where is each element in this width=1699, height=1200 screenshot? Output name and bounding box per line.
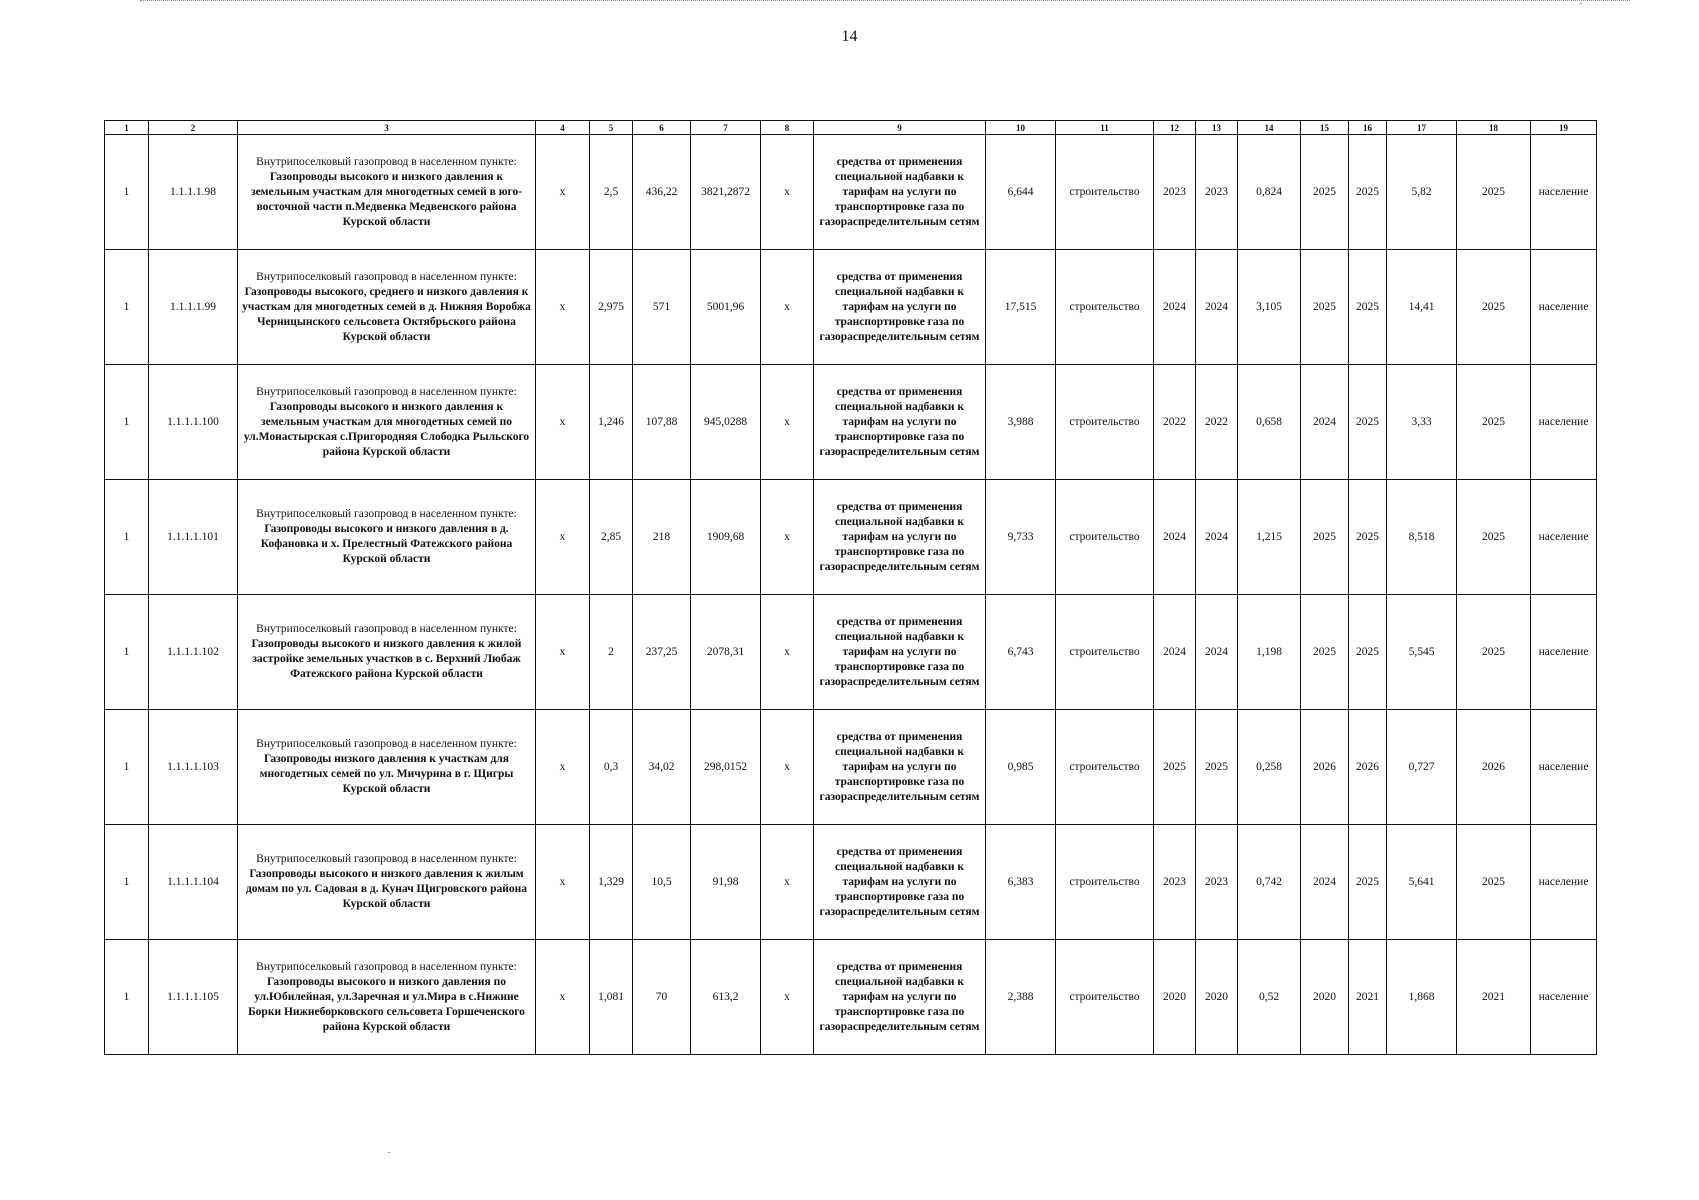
cell-col-8: x <box>761 365 814 480</box>
cell-col-19: население <box>1531 250 1597 365</box>
object-name: Газопроводы высокого и низкого давления в д. Кофановка и х. Прелестный Фатежского района Курской области <box>260 523 513 565</box>
object-type-label: Внутрипоселковый газопровод в населенном пункте: <box>256 155 517 168</box>
cell-col-5: 2 <box>590 595 633 710</box>
cell-col-2: 1.1.1.1.100 <box>149 365 238 480</box>
cell-col-16: 2025 <box>1349 480 1387 595</box>
cell-col-7: 91,98 <box>691 825 761 940</box>
cell-col-2: 1.1.1.1.102 <box>149 595 238 710</box>
cell-object-description <box>238 480 536 595</box>
table-row <box>105 825 1597 940</box>
cell-col-18: 2026 <box>1457 710 1531 825</box>
cell-col-9: средства от применения специальной надбавки к тарифам на услуги по транспортировке газа по газораспределительным сетям <box>814 480 986 595</box>
table-row <box>105 940 1597 1055</box>
cell-col-18: 2025 <box>1457 825 1531 940</box>
cell-col-6: 436,22 <box>633 135 691 250</box>
cell-col-14: 1,198 <box>1238 595 1301 710</box>
cell-col-15: 2020 <box>1301 940 1349 1055</box>
cell-col-17: 3,33 <box>1387 365 1457 480</box>
cell-col-10: 0,985 <box>986 710 1056 825</box>
cell-col-11: строительство <box>1056 365 1154 480</box>
cell-col-17: 5,545 <box>1387 595 1457 710</box>
cell-col-9: средства от применения специальной надбавки к тарифам на услуги по транспортировке газа по газораспределительным сетям <box>814 595 986 710</box>
object-name: Газопроводы высокого и низкого давления к жилым домам по ул. Садовая в д. Кунач Щигровского района Курской области <box>245 868 528 910</box>
cell-col-17: 1,868 <box>1387 940 1457 1055</box>
table-row <box>105 135 1597 250</box>
cell-col-2: 1.1.1.1.104 <box>149 825 238 940</box>
column-header-5: 5 <box>590 121 633 135</box>
cell-col-7: 5001,96 <box>691 250 761 365</box>
object-type-label: Внутрипоселковый газопровод в населенном пункте: <box>256 853 517 865</box>
column-header-9: 9 <box>814 121 986 135</box>
cell-col-17: 5,641 <box>1387 825 1457 940</box>
cell-col-15: 2024 <box>1301 825 1349 940</box>
cell-col-14: 1,215 <box>1238 480 1301 595</box>
cell-col-6: 218 <box>633 480 691 595</box>
cell-col-16: 2025 <box>1349 250 1387 365</box>
cell-col-5: 0,3 <box>590 710 633 825</box>
column-header-2: 2 <box>149 121 238 135</box>
cell-col-18: 2025 <box>1457 135 1531 250</box>
cell-col-16: 2025 <box>1349 825 1387 940</box>
cell-col-12: 2024 <box>1154 250 1196 365</box>
cell-col-16: 2025 <box>1349 365 1387 480</box>
cell-col-11: строительство <box>1056 480 1154 595</box>
cell-col-9: средства от применения специальной надбавки к тарифам на услуги по транспортировке газа по газораспределительным сетям <box>814 250 986 365</box>
cell-col-4: x <box>536 595 590 710</box>
cell-object-description <box>238 825 536 940</box>
cell-col-13: 2025 <box>1196 710 1238 825</box>
cell-col-4: x <box>536 710 590 825</box>
cell-col-2: 1.1.1.1.103 <box>149 710 238 825</box>
table-row <box>105 250 1597 365</box>
cell-col-6: 571 <box>633 250 691 365</box>
cell-col-9: средства от применения специальной надбавки к тарифам на услуги по транспортировке газа по газораспределительным сетям <box>814 940 986 1055</box>
column-header-15: 15 <box>1301 121 1349 135</box>
cell-col-7: 3821,2872 <box>691 135 761 250</box>
page-number: 14 <box>841 28 858 45</box>
cell-object-description <box>238 365 536 480</box>
cell-col-5: 2,975 <box>590 250 633 365</box>
cell-col-4: x <box>536 135 590 250</box>
object-type-label: Внутрипоселковый газопровод в населенном пункте: <box>256 508 517 520</box>
object-name: Газопроводы высокого и низкого давления к земельным участкам для многодетных семей в юго-восточной части п.Медвенка Медвенского района Курской области <box>250 170 523 228</box>
scan-speck <box>388 1152 390 1153</box>
cell-col-6: 70 <box>633 940 691 1055</box>
cell-col-10: 2,388 <box>986 940 1056 1055</box>
column-header-14: 14 <box>1238 121 1301 135</box>
object-name: Газопроводы высокого и низкого давления к земельным участкам для многодетных семей по ул.Монастырская с.Пригородняя Слободка Рыльского района Курской области <box>243 400 530 458</box>
column-header-13: 13 <box>1196 121 1238 135</box>
cell-col-1: 1 <box>105 250 149 365</box>
cell-col-6: 237,25 <box>633 595 691 710</box>
cell-col-1: 1 <box>105 365 149 480</box>
cell-col-12: 2020 <box>1154 940 1196 1055</box>
cell-col-9: средства от применения специальной надбавки к тарифам на услуги по транспортировке газа по газораспределительным сетям <box>814 135 986 250</box>
table-row <box>105 480 1597 595</box>
cell-col-17: 8,518 <box>1387 480 1457 595</box>
cell-col-5: 1,246 <box>590 365 633 480</box>
cell-col-18: 2025 <box>1457 365 1531 480</box>
cell-col-11: строительство <box>1056 940 1154 1055</box>
table-row <box>105 710 1597 825</box>
cell-col-15: 2025 <box>1301 250 1349 365</box>
cell-col-4: x <box>536 480 590 595</box>
cell-col-14: 3,105 <box>1238 250 1301 365</box>
cell-col-10: 6,743 <box>986 595 1056 710</box>
cell-col-12: 2024 <box>1154 595 1196 710</box>
cell-col-19: население <box>1531 595 1597 710</box>
cell-col-4: x <box>536 365 590 480</box>
cell-col-1: 1 <box>105 595 149 710</box>
cell-col-14: 0,824 <box>1238 135 1301 250</box>
cell-col-2: 1.1.1.1.98 <box>149 135 238 250</box>
cell-col-16: 2021 <box>1349 940 1387 1055</box>
cell-col-10: 9,733 <box>986 480 1056 595</box>
object-name: Газопроводы высокого, среднего и низкого давления к участкам для многодетных семей в д. Нижняя Воробжа Черницынского сельсовета Октябрьского района Курской области <box>242 285 531 343</box>
column-header-8: 8 <box>761 121 814 135</box>
cell-col-5: 1,329 <box>590 825 633 940</box>
cell-col-1: 1 <box>105 710 149 825</box>
scan-speck <box>1580 3 1582 4</box>
cell-col-2: 1.1.1.1.99 <box>149 250 238 365</box>
cell-object-description <box>238 250 536 365</box>
cell-col-10: 3,988 <box>986 365 1056 480</box>
cell-col-5: 2,5 <box>590 135 633 250</box>
cell-col-17: 0,727 <box>1387 710 1457 825</box>
cell-object-description <box>238 940 536 1055</box>
cell-col-1: 1 <box>105 825 149 940</box>
cell-col-12: 2023 <box>1154 135 1196 250</box>
cell-col-12: 2024 <box>1154 480 1196 595</box>
cell-col-7: 298,0152 <box>691 710 761 825</box>
cell-col-8: x <box>761 480 814 595</box>
cell-col-8: x <box>761 940 814 1055</box>
cell-col-8: x <box>761 710 814 825</box>
cell-col-2: 1.1.1.1.105 <box>149 940 238 1055</box>
cell-col-11: строительство <box>1056 595 1154 710</box>
column-header-18: 18 <box>1457 121 1531 135</box>
cell-col-19: население <box>1531 135 1597 250</box>
object-type-label: Внутрипоселковый газопровод в населенном пункте: <box>256 385 517 398</box>
cell-col-11: строительство <box>1056 250 1154 365</box>
cell-col-8: x <box>761 135 814 250</box>
cell-col-19: население <box>1531 825 1597 940</box>
cell-col-9: средства от применения специальной надбавки к тарифам на услуги по транспортировке газа по газораспределительным сетям <box>814 365 986 480</box>
cell-col-6: 10,5 <box>633 825 691 940</box>
cell-col-5: 2,85 <box>590 480 633 595</box>
object-type-label: Внутрипоселковый газопровод в населенном пункте: <box>256 270 517 283</box>
cell-col-17: 14,41 <box>1387 250 1457 365</box>
cell-col-13: 2020 <box>1196 940 1238 1055</box>
cell-col-19: население <box>1531 710 1597 825</box>
cell-object-description <box>238 595 536 710</box>
table-row <box>105 365 1597 480</box>
cell-col-2: 1.1.1.1.101 <box>149 480 238 595</box>
cell-col-15: 2025 <box>1301 480 1349 595</box>
object-type-label: Внутрипоселковый газопровод в населенном пункте: <box>256 738 517 750</box>
cell-col-15: 2025 <box>1301 135 1349 250</box>
cell-col-1: 1 <box>105 940 149 1055</box>
cell-col-10: 6,644 <box>986 135 1056 250</box>
cell-col-13: 2022 <box>1196 365 1238 480</box>
cell-col-19: население <box>1531 940 1597 1055</box>
cell-col-1: 1 <box>105 135 149 250</box>
object-type-label: Внутрипоселковый газопровод в населенном пункте: <box>256 960 517 973</box>
cell-col-10: 6,383 <box>986 825 1056 940</box>
column-header-3: 3 <box>238 121 536 135</box>
cell-col-18: 2025 <box>1457 480 1531 595</box>
cell-col-15: 2026 <box>1301 710 1349 825</box>
cell-col-14: 0,742 <box>1238 825 1301 940</box>
cell-col-12: 2022 <box>1154 365 1196 480</box>
column-header-12: 12 <box>1154 121 1196 135</box>
cell-col-7: 945,0288 <box>691 365 761 480</box>
column-header-7: 7 <box>691 121 761 135</box>
column-header-10: 10 <box>986 121 1056 135</box>
cell-object-description <box>238 710 536 825</box>
cell-col-18: 2025 <box>1457 250 1531 365</box>
column-header-16: 16 <box>1349 121 1387 135</box>
cell-col-11: строительство <box>1056 135 1154 250</box>
cell-col-18: 2025 <box>1457 595 1531 710</box>
cell-col-13: 2024 <box>1196 250 1238 365</box>
column-header-6: 6 <box>633 121 691 135</box>
object-type-label: Внутрипоселковый газопровод в населенном пункте: <box>256 623 517 635</box>
cell-object-description <box>238 135 536 250</box>
cell-col-12: 2023 <box>1154 825 1196 940</box>
column-header-19: 19 <box>1531 121 1597 135</box>
cell-col-7: 613,2 <box>691 940 761 1055</box>
cell-col-15: 2025 <box>1301 595 1349 710</box>
cell-col-19: население <box>1531 480 1597 595</box>
cell-col-16: 2026 <box>1349 710 1387 825</box>
cell-col-15: 2024 <box>1301 365 1349 480</box>
column-number-row <box>105 121 1597 135</box>
object-name: Газопроводы низкого давления к участкам для многодетных семей по ул. Мичурина в г. Щигры Курской области <box>259 753 514 795</box>
cell-col-4: x <box>536 940 590 1055</box>
cell-col-12: 2025 <box>1154 710 1196 825</box>
cell-col-17: 5,82 <box>1387 135 1457 250</box>
cell-col-11: строительство <box>1056 825 1154 940</box>
cell-col-14: 0,52 <box>1238 940 1301 1055</box>
cell-col-13: 2024 <box>1196 480 1238 595</box>
cell-col-16: 2025 <box>1349 595 1387 710</box>
cell-col-14: 0,658 <box>1238 365 1301 480</box>
column-header-11: 11 <box>1056 121 1154 135</box>
cell-col-19: население <box>1531 365 1597 480</box>
cell-col-6: 34,02 <box>633 710 691 825</box>
cell-col-18: 2021 <box>1457 940 1531 1055</box>
column-header-4: 4 <box>536 121 590 135</box>
cell-col-13: 2023 <box>1196 135 1238 250</box>
object-name: Газопроводы высокого и низкого давления к жилой застройке земельных участков в с. Верхний Любаж Фатежского района Курской области <box>251 638 522 680</box>
cell-col-8: x <box>761 825 814 940</box>
cell-col-9: средства от применения специальной надбавки к тарифам на услуги по транспортировке газа по газораспределительным сетям <box>814 825 986 940</box>
data-table <box>104 120 1597 1055</box>
cell-col-11: строительство <box>1056 710 1154 825</box>
cell-col-16: 2025 <box>1349 135 1387 250</box>
cell-col-13: 2024 <box>1196 595 1238 710</box>
cell-col-10: 17,515 <box>986 250 1056 365</box>
object-name: Газопроводы высокого и низкого давления по ул.Юбилейная, ул.Заречная и ул.Мира в с.Нижние Борки Нижнеборковского сельсовета Горшеченского района Курской области <box>248 975 525 1033</box>
cell-col-9: средства от применения специальной надбавки к тарифам на услуги по транспортировке газа по газораспределительным сетям <box>814 710 986 825</box>
cell-col-7: 1909,68 <box>691 480 761 595</box>
cell-col-4: x <box>536 825 590 940</box>
cell-col-13: 2023 <box>1196 825 1238 940</box>
cell-col-1: 1 <box>105 480 149 595</box>
cell-col-5: 1,081 <box>590 940 633 1055</box>
page-top-edge <box>140 0 1630 3</box>
cell-col-8: x <box>761 250 814 365</box>
cell-col-6: 107,88 <box>633 365 691 480</box>
cell-col-8: x <box>761 595 814 710</box>
cell-col-7: 2078,31 <box>691 595 761 710</box>
column-header-1: 1 <box>105 121 149 135</box>
table-row <box>105 595 1597 710</box>
column-header-17: 17 <box>1387 121 1457 135</box>
cell-col-14: 0,258 <box>1238 710 1301 825</box>
cell-col-4: x <box>536 250 590 365</box>
